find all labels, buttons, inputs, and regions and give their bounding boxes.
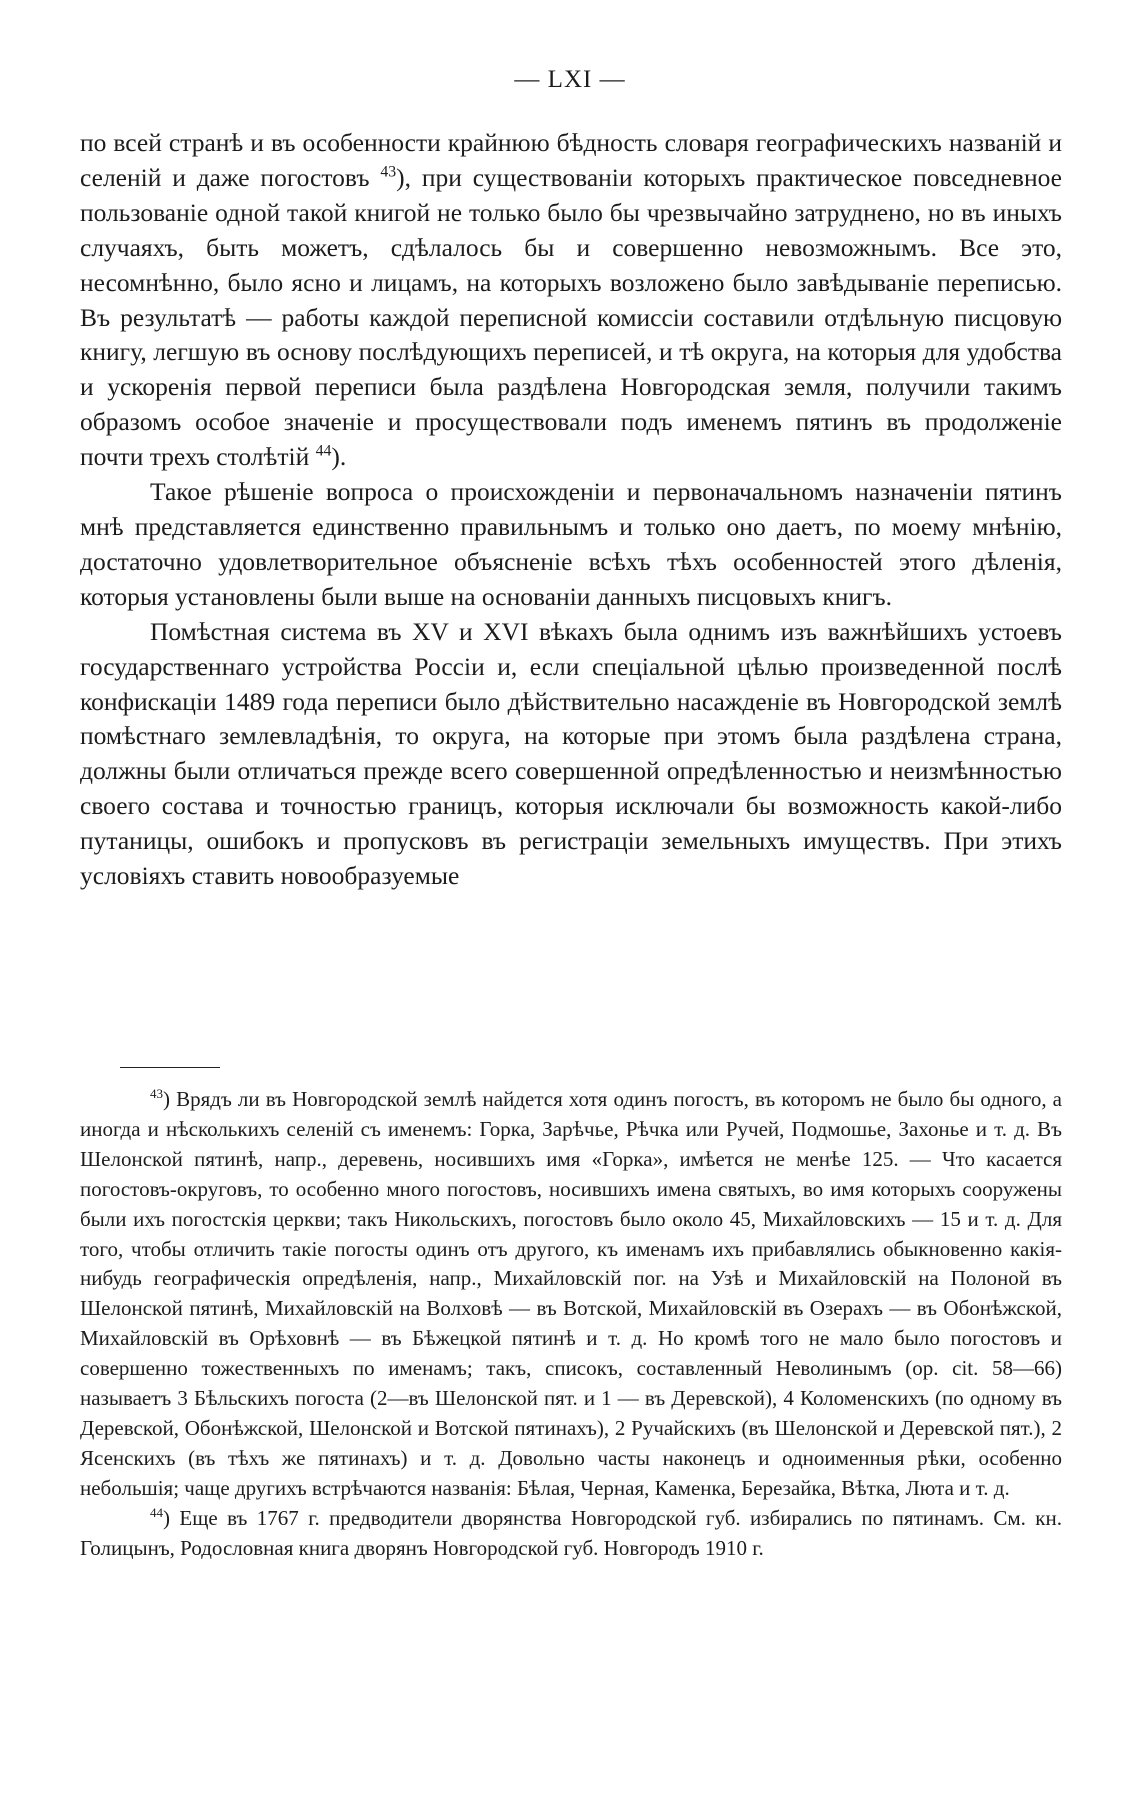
footnote-43-text: ) Врядъ ли въ Новгородской землѣ найдется хотя одинъ погостъ, въ которомъ не было бы одного, а иногда и нѣсколькихъ селеній съ именемъ: Горка, Зарѣчье, Рѣчка или Ручей, Подмошье, Захонье и т. д. Въ Шелонской пятинѣ, напр., деревень, носившихъ имя «Горка», имѣется не менѣе 125. — Что касается погостовъ-округовъ, то особенно много погостовъ, носившихъ имена святыхъ, во имя которыхъ сооружены были ихъ погостскія церкви; такъ Никольскихъ, погостовъ было около 45, Михайловскихъ — 15 и т. д. Для того, чтобы отличить такіе погосты одинъ отъ другого, къ именамъ ихъ прибавлялись обыкновенно какія-нибудь географическія опредѣленія, напр., Михайловскій пог. на Узѣ и Михайловскій на Полоной въ Шелонской пятинѣ, Михайловскій на Волховѣ — въ Вотской, Михайловскій въ Озерахъ — въ Обонѣжской, Михайловскій въ Орѣховнѣ — въ Бѣжецкой пятинѣ и т. д. Но кромѣ того не мало было погостовъ и совершенно тожественныхъ по именамъ; такъ, списокъ, составленный Неволинымъ (op. cit. 58—66) называетъ 3 Бѣльскихъ погоста (2—въ Шелонской пят. и 1 — въ Деревской), 4 Коломенскихъ (по одному въ Деревской, Обонѣжской, Шелонской и Вотской пятинахъ), 2 Ручайскихъ (въ Шелонской и Деревской пят.), 2 Ясенскихъ (въ тѣхъ же пятинахъ) и т. д. Довольно часты наконецъ и одноименныя рѣки, особенно небольшія; чаще другихъ встрѣчаются названія: Бѣлая, Черная, Каменка, Березайка, Вѣтка, Люта и т. д. xyxy=(80,1087,1062,1500)
footnote-ref-44: 44 xyxy=(315,442,332,460)
footnote-43 xyxy=(80,1085,1062,1504)
page-number-header: — LXI — xyxy=(514,66,626,93)
footnotes xyxy=(80,1085,1062,1564)
paragraph-1-text: по всей странѣ и въ особенности крайнюю бѣдность словаря географическихъ названій и селеній и даже погостовъ xyxy=(80,128,1062,192)
footnote-ref-43: 43 xyxy=(380,163,397,181)
footnote-44 xyxy=(80,1504,1062,1564)
footnote-divider xyxy=(120,1067,220,1068)
paragraph-1-text-cont: ), при существованіи которыхъ практическое повседневное пользованіе одной такой книгой не только было бы чрезвычайно затруднено, но въ иныхъ случаяхъ, быть можетъ, сдѣлалось бы и совершенно невозможнымъ. Все это, несомнѣнно, было ясно и лицамъ, на которыхъ возложено было завѣдываніе переписью. Въ результатѣ — работы каждой переписной комиссіи составили отдѣльную писцовую книгу, легшую въ основу послѣдующихъ переписей, и тѣ округа, на которыя для удобства и ускоренія первой переписи была раздѣлена Новгородская земля, получили такимъ образомъ особое значеніе и просуществовали подъ именемъ пятинъ въ продолженіе почти трехъ столѣтій xyxy=(80,162,1062,472)
paragraph-1 xyxy=(80,126,1062,475)
paragraph-3: Помѣстная система въ XV и XVI вѣкахъ была однимъ изъ важнѣйшихъ устоевъ государственнаго устройства Россіи и, если спеціальной цѣлью произведенной послѣ конфискаціи 1489 года переписи было дѣйствительно насажденіе въ Новгородской землѣ помѣстнаго землевладѣнія, то округа, на которые при этомъ была раздѣлена страна, должны были отличаться прежде всего совершенной опредѣленностью и неизмѣнностью своего состава и точностью границъ, которыя исключали бы возможность какой-либо путаницы, ошибокъ и пропусковъ въ регистраціи земельныхъ имуществъ. При этихъ условіяхъ ставить новообразуемые xyxy=(80,616,1062,891)
main-text xyxy=(80,126,1062,894)
footnote-43-number: 43 xyxy=(150,1086,164,1101)
footnote-44-number: 44 xyxy=(150,1504,164,1520)
paragraph-2: Такое рѣшеніе вопроса о происхожденіи и первоначальномъ назначеніи пятинъ мнѣ представляется единственно правильнымъ и только оно даетъ, по моему мнѣнію, достаточно удовлетворительное объясненіе всѣхъ тѣхъ особенностей этого дѣленія, которыя установлены были выше на основаніи данныхъ писцовыхъ книгъ. xyxy=(80,477,1062,611)
paragraph-1-text-end: ). xyxy=(331,442,347,472)
footnote-44-text: ) Еще въ 1767 г. предводители дворянства Новгородской губ. избирались по пятинамъ. См. кн. Голицынъ, Родословная книга дворянъ Новгородской губ. Новгородъ 1910 г. xyxy=(80,1505,1062,1560)
